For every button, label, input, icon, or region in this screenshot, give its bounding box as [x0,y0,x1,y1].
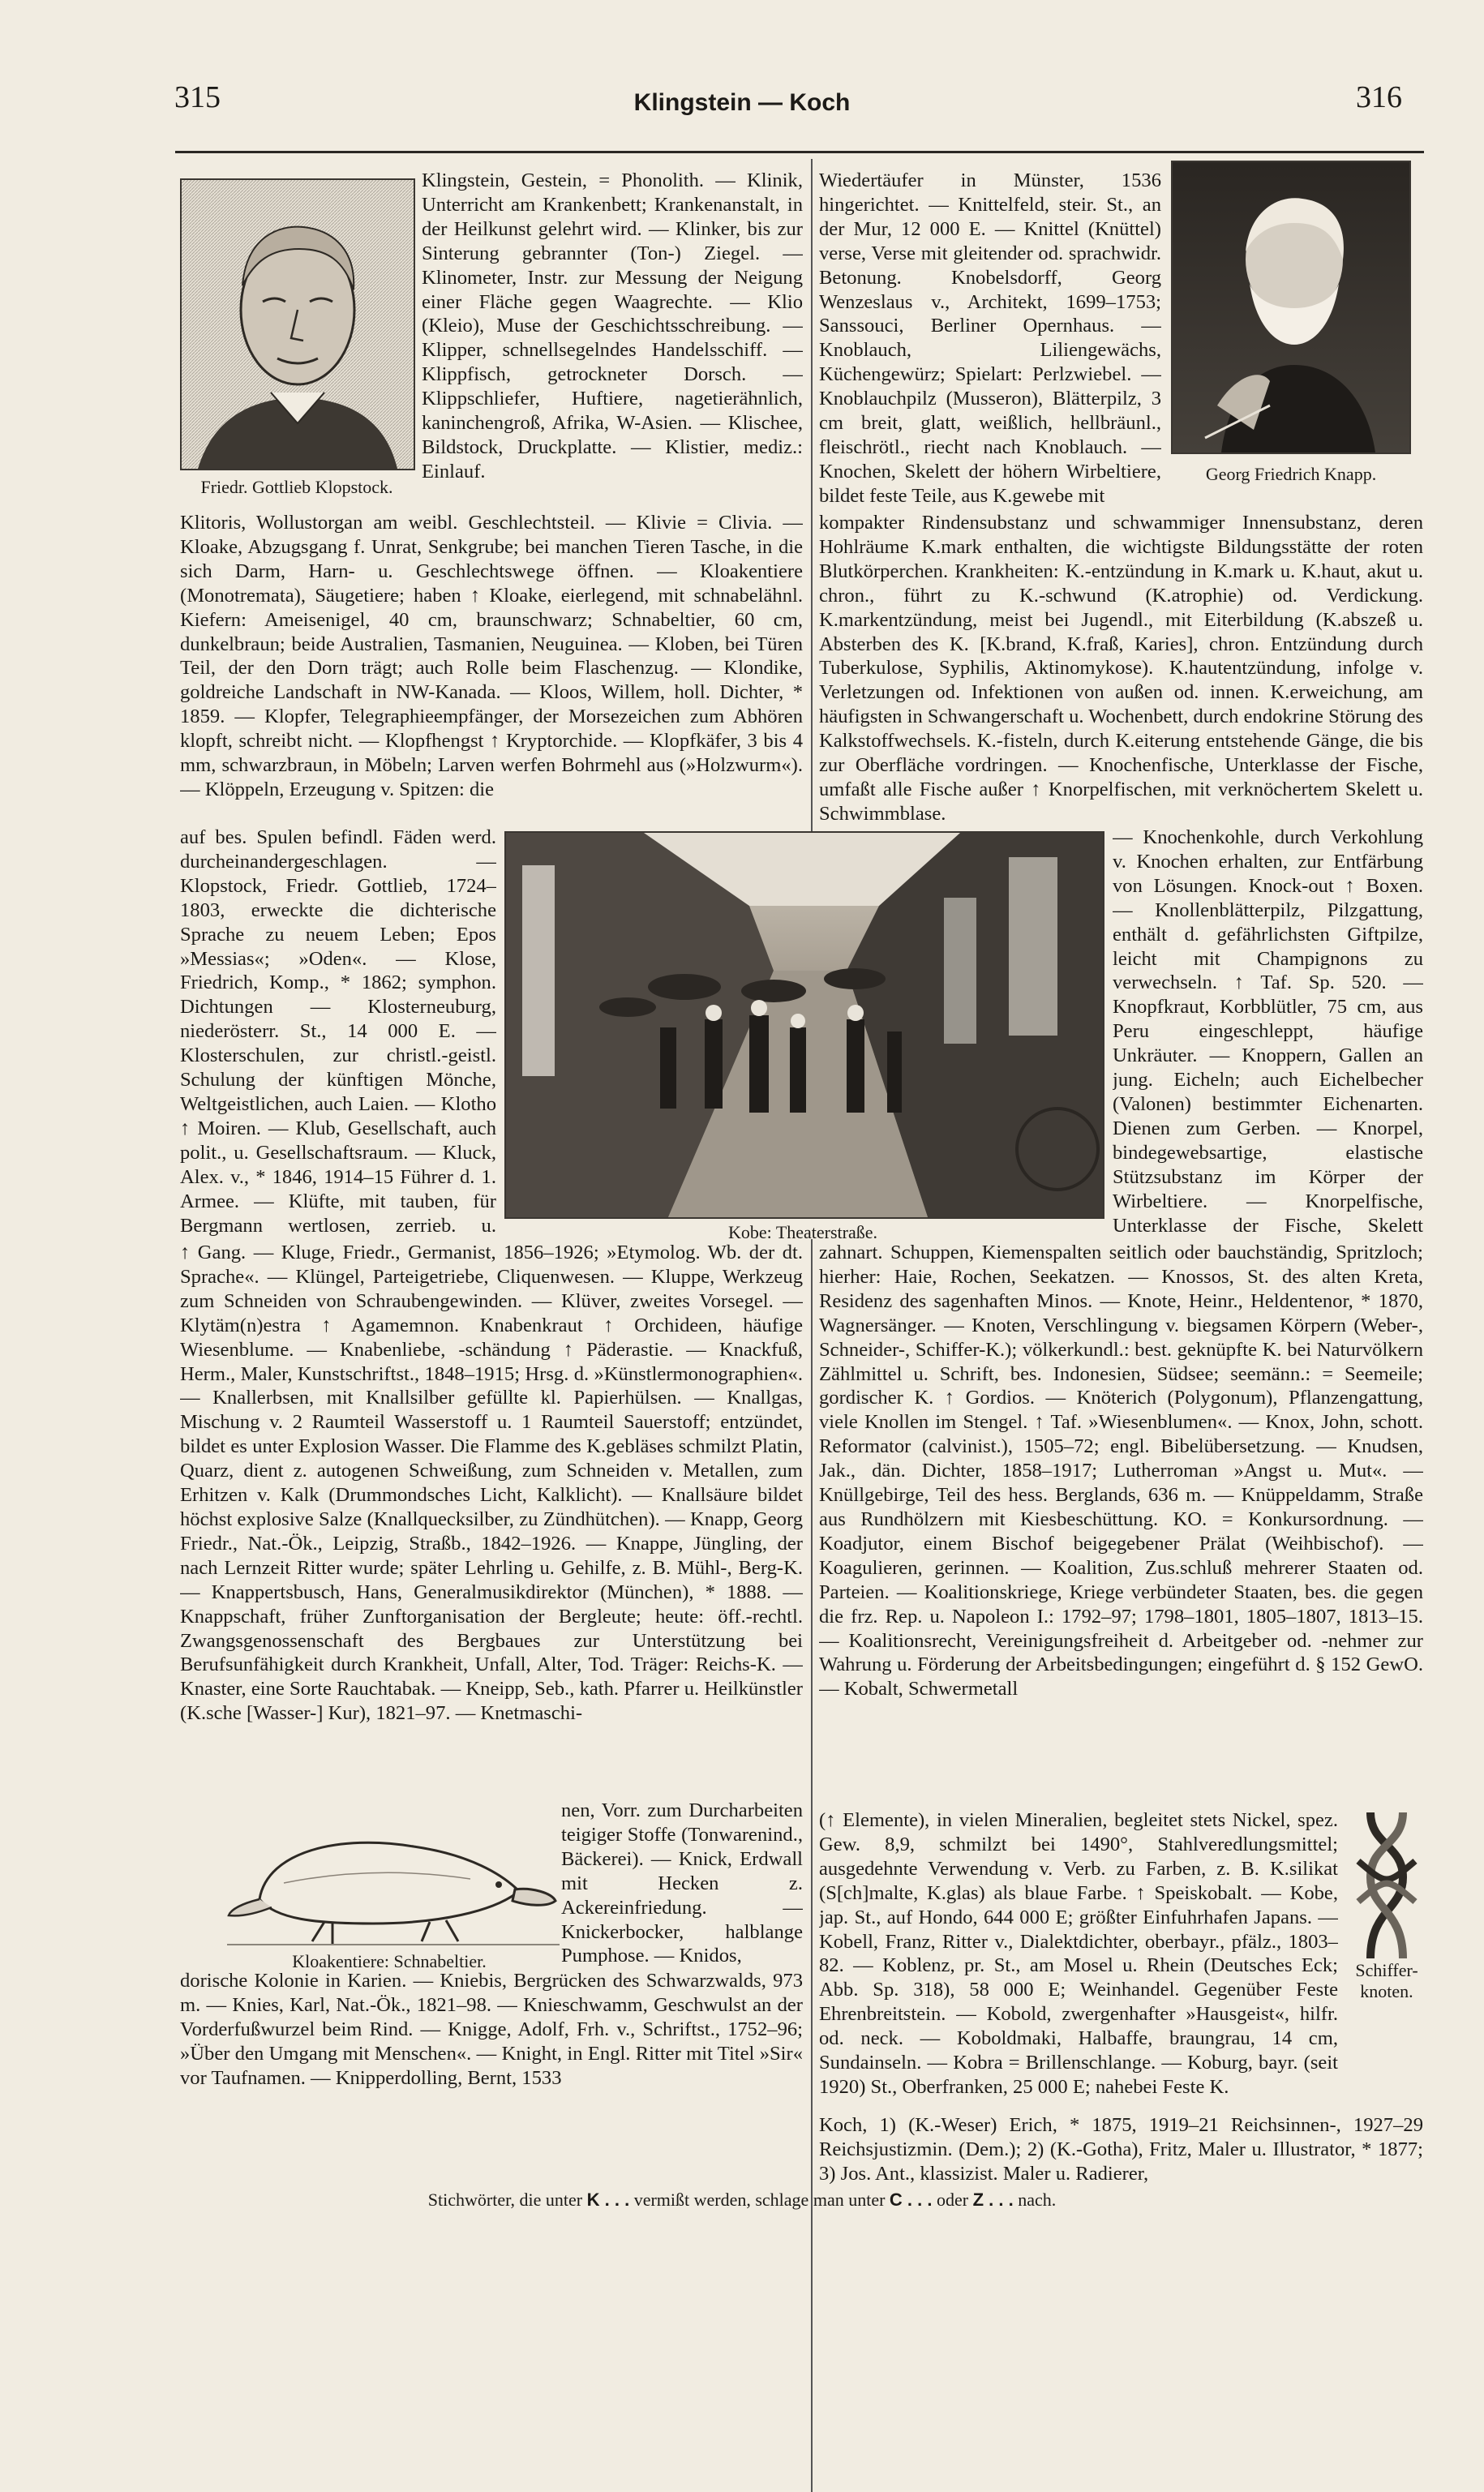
col1-beside-animal: nen, Vorr. zum Durcharbeiten teigiger Stoffe (Tonwarenind., Bäckerei). — Knick, Erdwall mit Hecken z. Ackereinfriedung. — Knickerbocker, halblange Pumphose. — Knidos, [561,1799,803,1967]
portrait-klopstock-drawing [182,180,414,469]
caption-schifferknoten-1: Schiffer- [1355,1960,1418,1980]
col1-narrow: auf bes. Spulen befindl. Fäden werd. durcheinandergeschlagen. — Klopstock, Friedr. Gottlieb, 1724–1803, erweckte die dichterische Sprache zu neuem Leben; Epos »Messias«; »Oden«. — Klose, Friedrich, Komp., * 1862; symphon. Dichtungen — Klosterneuburg, niederösterr. St., 14 000 E. — Klosterschulen, zur christl.-geistl. Schulung der künftigen Mönche, Weltgeistlichen, auch Laien. — Klotho ↑ Moiren. — Klub, Gesellschaft, auch polit., u. Gesellschaftsraum. — Kluck, Alex. v., * 1846, 1914–15 Führer d. 1. Armee. — Klüfte, mit tauben, für Bergmann wertlosen, zerrieb. u. [180,826,496,1237]
figure-kobe [504,831,1104,1253]
portrait-knapp-drawing [1173,162,1409,453]
caption-schnabeltier: Kloakentiere: Schnabeltier. [292,1951,487,1971]
photo-kobe-theaterstrasse [504,831,1104,1219]
col1-bottom: dorische Kolonie in Karien. — Kniebis, Bergrücken des Schwarzwalds, 973 m. — Knies, Karl, Nat.-Ök., 1821–98. — Knieschwamm, Geschwulst an der Vorderfußwurzel beim Rind. — Knigge, Adolf, Frh. v., Schriftst., 1752–96; »Über den Umgang mit Menschen«. — Knight, in Engl. Ritter mit Titel »Sir« vor Taufnamen. — Knipperdolling, Bernt, 1533 [180,1970,803,2089]
col2-narrow: — Knochenkohle, durch Verkohlung v. Knochen erhalten, zur Entfärbung von Lösungen. Knock-out ↑ Boxen. — Knollenblätterpilz, Pilzgattung, enthält d. gefährlichsten Giftpilze, leicht mit Champignons zu verwechseln. ↑ Taf. Sp. 520. — Knopfkraut, Korbblütler, 75 cm, aus Peru eingeschleppt, häufige Unkräuter. — Knoppern, Gallen an jung. Eicheln; auch Eichelbecher (Valonen) bestimmter Eichenarten. Dienen zum Gerben. — Knorpel, bindegewebsartige, elastische Stützsubstanz im Körper der Wirbeltiere. — Knorpelfische, Unterklasse der Fische, Skelett [1113,826,1423,1237]
portrait-klopstock [180,178,415,470]
col1-beside-portrait: Klingstein, Gestein, = Phonolith. — Klinik, Unterricht am Krankenbett; Krankenanstalt, in der Heilkunst gelehrt wird. — Klinker, bis zur Sinterung gebrannter (Ton-) Ziegel. — Klinometer, Instr. zur Messung der Neigung einer Fläche gegen Waagrechte. — Klio (Kleio), Muse der Geschichtsschreibung. — Klipper, schnellsegelndes Handelsschiff. — Klippfisch, getrockneter Dorsch. — Klippschliefer, Huftiere, nagetierähnlich, kaninchengroß, Afrika, W-Asien. — Klischee, Bildstock, Druckplatte. — Klistier, mediz.: Einlauf. [422,169,803,483]
footer-note: Stichwörter, die unter K . . . vermißt werden, schlage man unter C . . . oder Z . . . nach. [427,2190,1057,2210]
figure-knapp [1169,161,1413,493]
page-number-left: 315 [174,80,221,114]
col2-bottom: Koch, 1) (K.-Weser) Erich, * 1875, 1919–21 Reichsinnen-, 1927–29 Reichsjustizmin. (Dem.); 2) (K.-Gotha), Fritz, Maler u. Illustrator, * 1877; 3) Jos. Ant., klassizist. Maler u. Radierer, [819,2114,1423,2185]
column-divider-upper [811,159,813,840]
col2-full: kompakter Rindensubstanz und schwammiger Innensubstanz, deren Hohlräume K.mark enthalten, die wichtigste Bildungsstätte der roten Blutkörperchen. Krankheiten: K.-entzündung in K.mark u. K.haut, akut u. chron., führt zu K.-schwund (K.atrophie) od. Verdickung. K.markentzündung, meist bei Jugendl., mit Eiterbildung (K.abszeß u. Absterben des K. [K.brand, K.fraß, Karies], chron. Entzündung durch Tuberkulose, Syphilis, Aktinomykose). K.hautentzündung, infolge v. Verletzungen od. Infektionen von außen od. innen. K.erweichung, am häufigsten in Schwangerschaft u. Wochenbett, durch endokrine Störung des Kalkstoffwechsels. K.-fisteln, durch K.eiterung entstehende Gänge, die bis zur Oberfläche vordringen. — Knochenfische, Unterklasse der Fische, umfaßt alle Fische außer ↑ Knorpelfischen, mit verknöchertem Skelett u. Schwimmblase. [819,512,1423,825]
column-divider-lower [811,1239,813,2492]
running-head: Klingstein — Koch [633,89,851,116]
caption-klopstock: Friedr. Gottlieb Klopstock. [200,477,393,497]
figure-klopstock [180,178,415,495]
col2-lower: zahnart. Schuppen, Kiemenspalten seitlich oder bauchständig, Spritzloch; hierher: Haie, Rochen, Seekatzen. — Knossos, St. des alten Kreta, Residenz des sagenhaften Minos. — Knote, Heinr., Heldentenor, * 1870, Wagnersänger. — Knoten, Verschlingung v. biegsamen Körpern (Weber-, Schneider-, Schiffer-K.); völkerkundl.: best. geknüpfte K. bei Naturvölkern Zählmittel u. Schrift, bes. Indonesien, Südsee; seemänn.: = Seemeile; gordischer K. ↑ Gordios. — Knöterich (Polygonum), Pflanzengattung, viele Knollen im Stengel. ↑ Taf. »Wiesenblumen«. — Knox, John, schott. Reformator (calvinist.), 1505–72; engl. Bibelübersetzung. — Knudsen, Jak., dän. Dichter, 1858–1917; Lutherroman »Angst u. Mut«. — Knüllgebirge, Teil des hess. Berglands, 636 m. — Knüppeldamm, Straße aus Rundhölzern mit Kiesbeschüttung. KO. = Konkursordnung. — Koadjutor, einem Bischof beigegebener Prälat (Weihbischof). — Koagulieren, gerinnen. — Koalition, Zus.schluß mehrerer Staaten od. Parteien. — Koalitionskriege, Kriege verbündeter Staaten, bes. die gegen die frz. Rep. u. Napoleon I.: 1792–97; 1798–1801, 1805–1807, 1813–15. — Koalitionsrecht, Vereinigungsfreiheit d. Arbeitgeber od. -nehmer zur Wahrung u. Förderung der Arbeitsbedingungen; eingeführt d. § 152 GewO. — Kobalt, Schwermetall [819,1242,1423,1701]
knot-drawing [1346,1812,1427,1958]
platypus-drawing [227,1802,560,1948]
figure-schifferknoten [1346,1812,1427,2007]
col1-full: Klitoris, Wollustorgan am weibl. Geschlechtsteil. — Klivie = Clivia. — Kloake, Abzugsgang f. Unrat, Senkgrube; bei manchen Tieren Tasche, in die sich Darm, Harn- u. Geschlechtswege öffnen. — Kloakentiere (Monotremata), Säugetiere; haben ↑ Kloake, eierlegend, mit schnabelähnl. Kiefern: Ameisenigel, 40 cm, braunschwarz; Schnabeltier, 60 cm, dunkelbraun; beide Australien, Tasmanien, Neuguinea. — Kloben, bei Türen Teil, der den Dorn trägt; auch Rolle beim Flaschenzug. — Klondike, goldreiche Landschaft in NW-Kanada. — Kloos, Willem, holl. Dichter, * 1859. — Klopfer, Telegraphieempfänger, der Morsezeichen zum Abhören klopft, schreibt nicht. — Klopfhengst ↑ Kryptorchide. — Klopfkäfer, 3 bis 4 mm, schwarzbraun, in Möbeln; Larven werfen Bohrmehl aus (»Holzwurm«). — Klöppeln, Erzeugung v. Spitzen: die [180,512,803,800]
portrait-knapp [1171,161,1411,454]
col2-beside-portrait: Wiedertäufer in Münster, 1536 hingerichtet. — Knittelfeld, steir. St., an der Mur, 12 000 E. — Knittel (Knüttel) verse, Verse mit gleitender od. sprachwidr. Betonung. Knobelsdorff, Georg Wenzeslaus v., Architekt, 1699–1753; Sanssouci, Berliner Opernhaus. — Knoblauch, Liliengewächs, Küchengewürz; Spielart: Perlzwiebel. — Knoblauchpilz (Musseron), Blätterpilz, 3 cm breit, glatt, weißlich, hellbräunl., fleischrötl., riecht nach Knoblauch. — Knochen, Skelett der höhern Wirbeltiere, bildet feste Teile, aus K.gewebe mit [819,169,1161,507]
kobe-street-scene [506,833,1103,1217]
caption-knapp: Georg Friedrich Knapp. [1205,464,1377,484]
col1-lower: ↑ Gang. — Kluge, Friedr., Germanist, 1856–1926; »Etymolog. Wb. der dt. Sprache«. — Klüngel, Parteigetriebe, Cliquenwesen. — Kluppe, Werkzeug zum Schneiden von Schraubengewinden. — Klüver, zweites Vorsegel. — Klytäm(n)estra ↑ Agamemnon. Knabenkraut ↑ Orchideen, häufige Wiesenblume. — Knabenliebe, -schändung ↑ Päderastie. — Knackfuß, Herm., Maler, Kunstschriftst., 1848–1915; Hrsg. d. »Künstlermonographien«. — Knallerbsen, mit Knallsilber gefüllte kl. Papierhülsen. — Knallgas, Mischung v. 2 Raumteil Wasserstoff u. 1 Raumteil Sauerstoff; entzündet, bildet es unter Explosion Wasser. Die Flamme des K.gebläses schmilzt Platin, Quarz, dient z. autogenen Schweißung, zum Schneiden v. Metallen, zum Erhitzen v. Kalk (Drummondsches Licht, Kalklicht). — Knallsäure bildet höchst explosive Salze (Knallquecksilber, zu Zündhütchen). — Knapp, Georg Friedr., Nat.-Ök., Leipzig, Straßb., 1842–1926. — Knappe, Jüngling, der nach Lernzeit Ritter wurde; später Lehrling u. Gehilfe, z. B. Mühl-, Berg-K. — Knappertsbusch, Hans, Generalmusikdirektor (München), * 1888. — Knappschaft, früher Zunftorganisation der Bergleute; heute: öff.-rechtl. Zwangsgenossenschaft des Bergbaues zur Unterstützung bei Berufsunfähigkeit durch Krankheit, Unfall, Alter, Tod. Träger: Reichs-K. — Knaster, eine Sorte Rauchtabak. — Kneipp, Seb., kath. Pfarrer u. Heilkünstler (K.sche [Wasser-] Kur), 1821–97. — Knetmaschi- [180,1242,803,1725]
caption-schifferknoten-2: knoten. [1360,1981,1413,2001]
col2-beside-knot: (↑ Elemente), in vielen Mineralien, begleitet stets Nickel, spez. Gew. 8,9, schmilzt bei 1490°, Stahlveredlungsmittel; ausgedehnte Verwendung v. Verb. zu Farben, z. B. K.silikat (S[ch]malte, K.glas) als blaue Farbe. ↑ Speiskobalt. — Kobe, jap. St., auf Hondo, 644 000 E; größter Einfuhrhafen Japans. — Kobell, Franz, Ritter v., Dialektdichter, oberbayr., pfälz., 1803–82. — Koblenz, pr. St., am Mosel u. Rhein (Deutsches Eck; Abb. Sp. 318), 58 000 E; Weinhandel. Gegenüber Feste Ehrenbreitstein. — Kobold, zwergenhafter »Hausgeist«, hilfr. od. neck. — Koboldmaki, Halbaffe, braungrau, 14 cm, Sundainseln. — Kobra = Brillenschlange. — Koburg, bayr. (seit 1920) St., Oberfranken, 25 000 E; nahebei Feste K. [819,1809,1338,2098]
figure-schnabeltier [227,1802,560,1980]
header-rule [175,151,1424,153]
caption-kobe: Kobe: Theaterstraße. [727,1222,878,1242]
page-number-right: 316 [1356,80,1402,114]
